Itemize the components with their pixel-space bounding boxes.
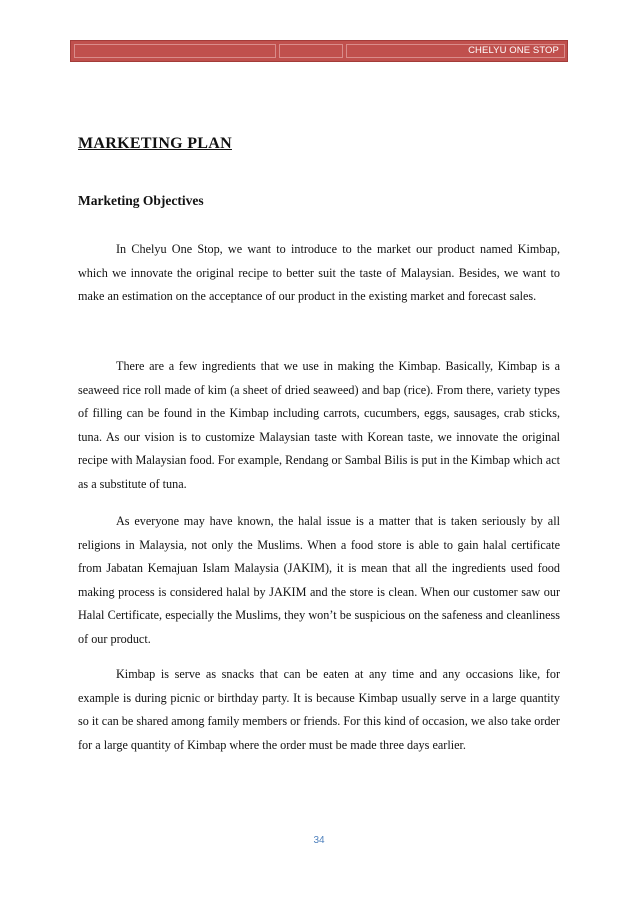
paragraph: In Chelyu One Stop, we want to introduce to the market our product named Kimbap, which we innovate the original recipe to better suit the taste of Malaysian. Besides, we want to make an estimation on the acceptance of our product in the existing market and forecast sales. <box>78 242 560 303</box>
paragraph: As everyone may have known, the halal issue is a matter that is taken seriously by all religions in Malaysia, not only the Muslims. When a food store is able to gain halal certificate from Jabatan Kemajuan Islam Malaysia (JAKIM), it is mean that all the ingredients used food making process is considered halal by JAKIM and the store is clean. When our customer saw our Halal Certificate, especially the Muslims, they won’t be suspicious on the safeness and cleanliness of our product. <box>78 514 560 646</box>
page-number: 34 <box>313 835 325 846</box>
section-title: MARKETING PLAN <box>78 135 232 152</box>
subsection-title: Marketing Objectives <box>78 193 204 208</box>
paragraph: Kimbap is serve as snacks that can be eaten at any time and any occasions like, for example is during picnic or birthday party. It is because Kimbap usually serve in a large quantity so it can be shared among family members or friends. For this kind of occasion, we also take order for a large quantity of Kimbap where the order must be made three days earlier. <box>78 667 560 752</box>
header-title: CHELYU ONE STOP <box>468 45 559 56</box>
header-bar <box>70 40 568 62</box>
header-cell <box>279 44 343 58</box>
paragraph: There are a few ingredients that we use in making the Kimbap. Basically, Kimbap is a seaweed rice roll made of kim (a sheet of dried seaweed) and bap (rice). From there, variety types of filling can be found in the Kimbap including carrots, cucumbers, eggs, sausages, crab sticks, tuna. As our vision is to customize Malaysian taste with Korean taste, we innovate the original recipe with Malaysian food. For example, Rendang or Sambal Bilis is put in the Kimbap which act as a substitute of tuna. <box>78 359 560 491</box>
header-cell <box>74 44 276 58</box>
